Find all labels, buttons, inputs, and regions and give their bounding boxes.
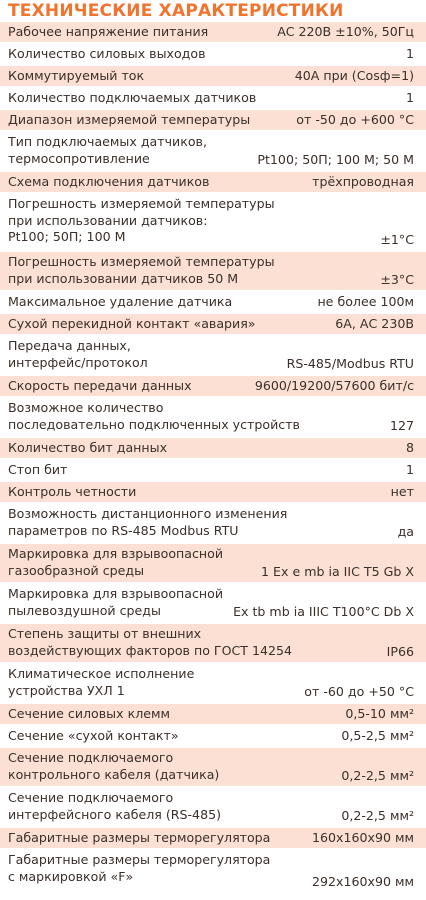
spec-row	[0, 292, 426, 314]
spec-label: Тип подключаемых датчиков, термосопротивление	[8, 134, 207, 166]
spec-row	[0, 624, 426, 664]
spec-value: Ex tb mb ia IIIC T100°C Db X	[233, 603, 414, 619]
spec-value: 6А, АС 230В	[335, 315, 414, 331]
spec-value: 0,2-2,5 мм²	[341, 807, 414, 823]
spec-value: 127	[389, 417, 414, 433]
spec-label: Сечение силовых клемм	[8, 706, 170, 721]
spec-label: Скорость передачи данных	[8, 378, 192, 393]
spec-value: 0,5-10 мм²	[345, 705, 414, 721]
spec-label: Маркировка для взрывоопасной газообразной среды	[8, 546, 224, 578]
spec-row	[0, 88, 426, 110]
spec-value: 1	[405, 45, 414, 61]
spec-label: Количество бит данных	[8, 440, 168, 455]
spec-label: Коммутируемый ток	[8, 68, 145, 83]
spec-label: Погрешность измеряемой температуры при использовании датчиков: Pt100; 50П; 100 М	[8, 196, 275, 244]
spec-row	[0, 44, 426, 66]
spec-label: Количество подключаемых датчиков	[8, 90, 257, 105]
spec-row	[0, 110, 426, 132]
spec-row	[0, 314, 426, 336]
spec-label: Стоп бит	[8, 462, 68, 477]
spec-label: Погрешность измеряемой температуры при использовании датчиков 50 М	[8, 254, 275, 286]
spec-row	[0, 584, 426, 624]
spec-value: AC 220В ±10%, 50Гц	[277, 23, 414, 39]
spec-label: Схема подключения датчиков	[8, 174, 210, 189]
page-title: ТЕХНИЧЕСКИЕ ХАРАКТЕРИСТИКИ	[8, 1, 344, 21]
spec-label: Маркировка для взрывоопасной пылевоздушной среды	[8, 586, 224, 618]
spec-value: 160х160х90 мм	[311, 829, 414, 845]
spec-value: 1	[405, 461, 414, 477]
spec-label: Рабочее напряжение питания	[8, 24, 209, 39]
spec-row	[0, 252, 426, 292]
spec-label: Габаритные размеры терморегулятора с маркировкой «F»	[8, 852, 271, 884]
spec-label: Контроль четности	[8, 484, 137, 499]
spec-value: 1	[405, 89, 414, 105]
spec-label: Сухой перекидной контакт «авария»	[8, 316, 256, 331]
spec-value: трёхпроводная	[312, 173, 414, 189]
spec-value: ±1°С	[380, 231, 414, 247]
spec-value: 0,5-2,5 мм²	[341, 727, 414, 743]
spec-value: нет	[390, 483, 414, 499]
spec-value: RS-485/Modbus RTU	[286, 355, 414, 371]
spec-label: Количество силовых выходов	[8, 46, 206, 61]
spec-row	[0, 850, 426, 894]
spec-value: ±3°С	[380, 271, 414, 287]
spec-row	[0, 726, 426, 748]
spec-value: 8	[405, 439, 414, 455]
spec-row	[0, 748, 426, 788]
spec-label: Диапазон измеряемой температуры	[8, 112, 251, 127]
spec-value: от -50 до +600 °С	[296, 111, 414, 127]
spec-row	[0, 132, 426, 172]
spec-table	[0, 22, 426, 894]
spec-value: IP66	[386, 643, 414, 659]
spec-row	[0, 438, 426, 460]
spec-row	[0, 66, 426, 88]
spec-label: Сечение подключаемого интерфейсного кабеля (RS-485)	[8, 790, 222, 822]
spec-label: Передача данных, интерфейс/протокол	[8, 338, 148, 370]
spec-value: 292х160х90 мм	[311, 873, 414, 889]
spec-row	[0, 336, 426, 376]
spec-label: Сечение «сухой контакт»	[8, 728, 179, 743]
spec-value: 40А при (Cosф=1)	[294, 67, 414, 83]
spec-row	[0, 544, 426, 584]
spec-label: Сечение подключаемого контрольного кабеля (датчика)	[8, 750, 220, 782]
spec-label: Возможное количество последовательно подключенных устройств	[8, 400, 300, 432]
spec-label: Максимальное удаление датчика	[8, 294, 233, 309]
spec-row	[0, 398, 426, 438]
spec-label: Возможность дистанционного изменения параметров по RS-485 Modbus RTU	[8, 506, 288, 538]
spec-row	[0, 704, 426, 726]
spec-value: 9600/19200/57600 бит/с	[254, 377, 414, 393]
spec-row	[0, 172, 426, 194]
spec-row	[0, 194, 426, 252]
spec-value: от -60 до +50 °С	[304, 683, 414, 699]
spec-row	[0, 664, 426, 704]
spec-row	[0, 482, 426, 504]
spec-row	[0, 376, 426, 398]
spec-value: 1 Ex e mb ia IIC T5 Gb X	[261, 563, 414, 579]
spec-label: Климатическое исполнение устройства УХЛ 1	[8, 666, 195, 698]
spec-row	[0, 788, 426, 828]
spec-label: Габаритные размеры терморегулятора	[8, 830, 271, 845]
spec-value: 0,2-2,5 мм²	[341, 767, 414, 783]
spec-row	[0, 22, 426, 44]
spec-row	[0, 460, 426, 482]
spec-value: не более 100м	[317, 293, 414, 309]
spec-value: Pt100; 50П; 100 М; 50 М	[257, 151, 414, 167]
spec-row	[0, 828, 426, 850]
spec-row	[0, 504, 426, 544]
spec-label: Степень защиты от внешних воздействующих факторов по ГОСТ 14254	[8, 626, 293, 658]
spec-value: да	[397, 523, 414, 539]
